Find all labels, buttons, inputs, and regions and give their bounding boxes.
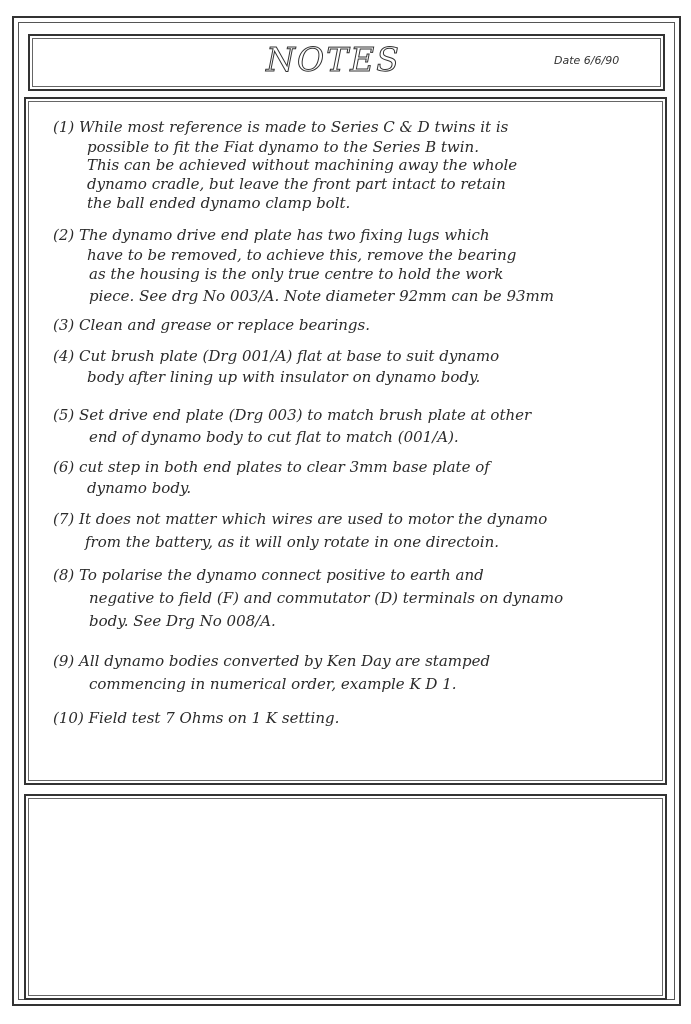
note-line: (9) All dynamo bodies converted by Ken Day are stamped xyxy=(53,652,491,670)
note-line: (6) cut step in both end plates to clear 3mm base plate of xyxy=(53,458,490,476)
note-4 xyxy=(53,346,499,388)
date-label: Date 6/6/90 xyxy=(554,54,620,67)
note-line: negative to field (F) and commutator (D) terminals on dynamo xyxy=(89,589,564,607)
note-line: This can be achieved without machining away the whole xyxy=(87,155,518,174)
note-1 xyxy=(53,118,517,213)
note-line: (8) To polarise the dynamo connect positive to earth and xyxy=(53,566,484,584)
note-3 xyxy=(53,316,370,336)
note-6 xyxy=(53,457,490,499)
note-line: end of dynamo body to cut flat to match (001/A). xyxy=(89,428,459,446)
note-line: commencing in numerical order, example K D 1. xyxy=(89,675,457,693)
note-line: dynamo body. xyxy=(87,479,192,497)
page-title: NOTES xyxy=(266,40,401,79)
note-8 xyxy=(53,564,563,633)
note-5 xyxy=(53,404,531,448)
note-line: (1) While most reference is made to Series C & D twins it is xyxy=(53,118,509,136)
note-line: body. See Drg No 008/A. xyxy=(89,612,276,630)
note-line: the ball ended dynamo clamp bolt. xyxy=(87,193,351,212)
note-10 xyxy=(53,709,339,729)
note-line: dynamo cradle, but leave the front part intact to retain xyxy=(87,174,506,193)
note-line: as the housing is the only true centre to hold the work xyxy=(89,265,504,283)
note-line: (2) The dynamo drive end plate has two fixing lugs which xyxy=(53,226,490,244)
blank-notes-box-inner xyxy=(28,798,663,996)
note-line: piece. See drg No 003/A. Note diameter 92mm can be 93mm xyxy=(89,286,554,305)
note-line: (3) Clean and grease or replace bearings. xyxy=(53,316,370,334)
note-line: (5) Set drive end plate (Drg 003) to match brush plate at other xyxy=(53,406,532,424)
note-2 xyxy=(53,226,554,307)
note-line: (10) Field test 7 Ohms on 1 K setting. xyxy=(53,709,340,727)
note-line: have to be removed, to achieve this, remove the bearing xyxy=(87,245,517,264)
note-line: (7) It does not matter which wires are used to motor the dynamo xyxy=(53,510,548,528)
note-line: body after lining up with insulator on dynamo body. xyxy=(87,368,481,386)
note-7 xyxy=(53,508,547,554)
note-line: possible to fit the Fiat dynamo to the Series B twin. xyxy=(87,137,479,156)
note-9 xyxy=(53,650,490,696)
note-line: from the battery, as it will only rotate in one directoin. xyxy=(85,533,500,551)
note-line: (4) Cut brush plate (Drg 001/A) flat at base to suit dynamo xyxy=(53,347,500,365)
